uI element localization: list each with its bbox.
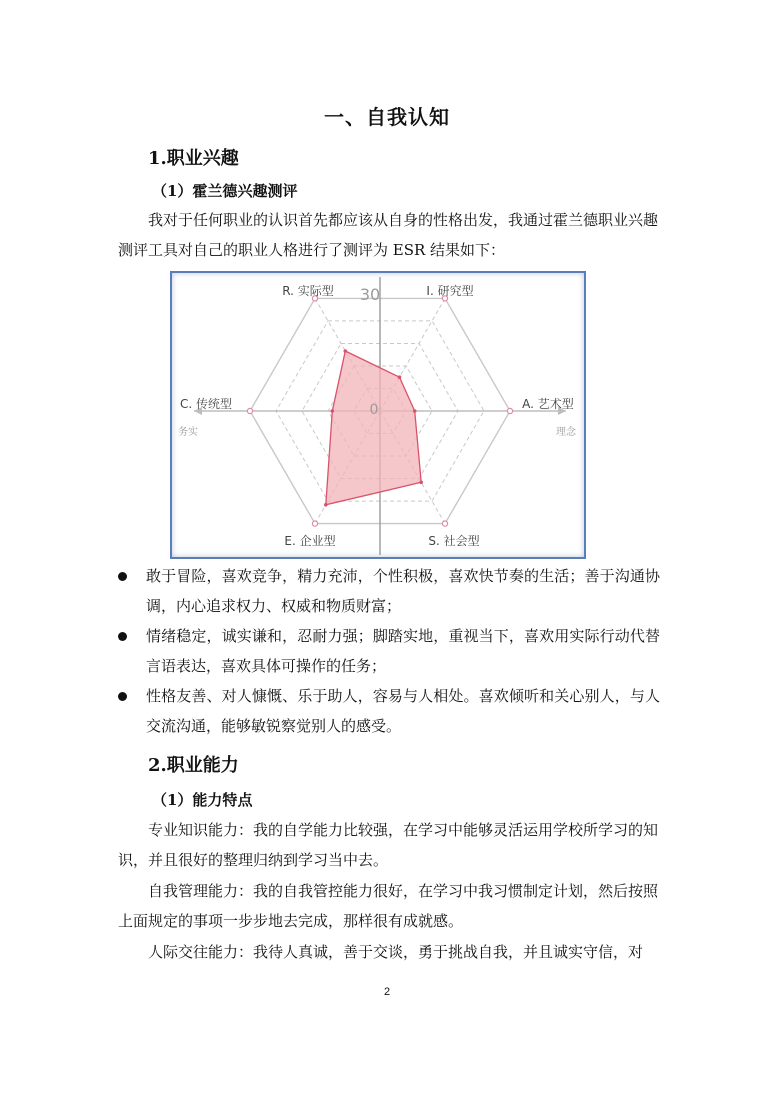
radar-svg	[172, 273, 584, 557]
ability-paragraph: 人际交往能力：我待人真诚，善于交谈，勇于挑战自我，并且诚实守信，对	[148, 943, 644, 961]
bullet-icon	[118, 632, 127, 641]
bullet-text: 性格友善、对人慷慨、乐于助人，容易与人相处。喜欢倾听和关心别人，与人交流沟通，能够敏锐察觉别人的感受。	[146, 687, 660, 735]
subsection-heading-ability: （1）能力特点	[152, 791, 253, 809]
data-point	[331, 409, 335, 413]
bullet-icon	[118, 572, 127, 581]
axis-label: R. 实际型	[282, 284, 334, 298]
chapter-heading: 一、自我认知	[324, 105, 450, 129]
axis-label: A. 艺术型	[522, 397, 574, 411]
ability-paragraph: 专业知识能力：我的自学能力比较强，在学习中能够灵活运用学校所学习的知识，并且很好的整理归纳到学习当中去。	[118, 821, 659, 869]
bullet-icon	[118, 692, 127, 701]
bullet-item	[118, 561, 660, 621]
data-point	[344, 349, 348, 353]
center-value-label: 0	[369, 402, 379, 418]
bullet-item	[118, 681, 660, 741]
intro-paragraph: 我对于任何职业的认识首先都应该从自身的性格出发，我通过霍兰德职业兴趣测评工具对自己的职业人格进行了测评为 ESR 结果如下：	[118, 211, 659, 259]
subsection-heading-holland: （1）霍兰德兴趣测评	[152, 182, 298, 200]
bullet-item	[118, 621, 660, 681]
bullet-text: 情绪稳定，诚实谦和，忍耐力强；脚踏实地，重视当下，喜欢用实际行动代替言语表达，喜欢具体可操作的任务；	[146, 627, 660, 675]
holland-radar-chart	[170, 271, 586, 559]
data-point	[398, 375, 402, 379]
data-point	[324, 503, 328, 507]
vertex-marker	[442, 521, 447, 526]
vertex-marker	[247, 408, 252, 413]
radar-data	[324, 349, 423, 506]
max-value-label: 30	[359, 285, 381, 304]
axis-label: I. 研究型	[426, 284, 474, 298]
right-pole-label: 理念	[556, 427, 576, 438]
vertex-marker	[507, 408, 512, 413]
left-pole-label: 务实	[178, 427, 198, 438]
radar-labels	[178, 283, 577, 548]
axis-label: E. 企业型	[284, 534, 336, 548]
axis-label: C. 传统型	[179, 397, 233, 411]
bullet-text: 敢于冒险，喜欢竞争，精力充沛，个性积极，喜欢快节奏的生活；善于沟通协调，内心追求权力、权威和物质财富；	[146, 567, 660, 615]
page-number: 2	[383, 986, 391, 998]
data-point	[413, 409, 417, 413]
vertex-marker	[312, 521, 317, 526]
interest-bullet-list	[118, 561, 660, 741]
section-heading-ability: 2.职业能力	[148, 755, 239, 776]
ability-paragraph: 自我管理能力：我的自我管控能力很好，在学习中我习惯制定计划，然后按照上面规定的事项一步步地去完成，那样很有成就感。	[118, 882, 659, 930]
data-area	[326, 351, 421, 505]
data-point	[419, 481, 423, 485]
axis-label: S. 社会型	[428, 534, 480, 548]
section-heading-interest: 1.职业兴趣	[148, 148, 239, 169]
